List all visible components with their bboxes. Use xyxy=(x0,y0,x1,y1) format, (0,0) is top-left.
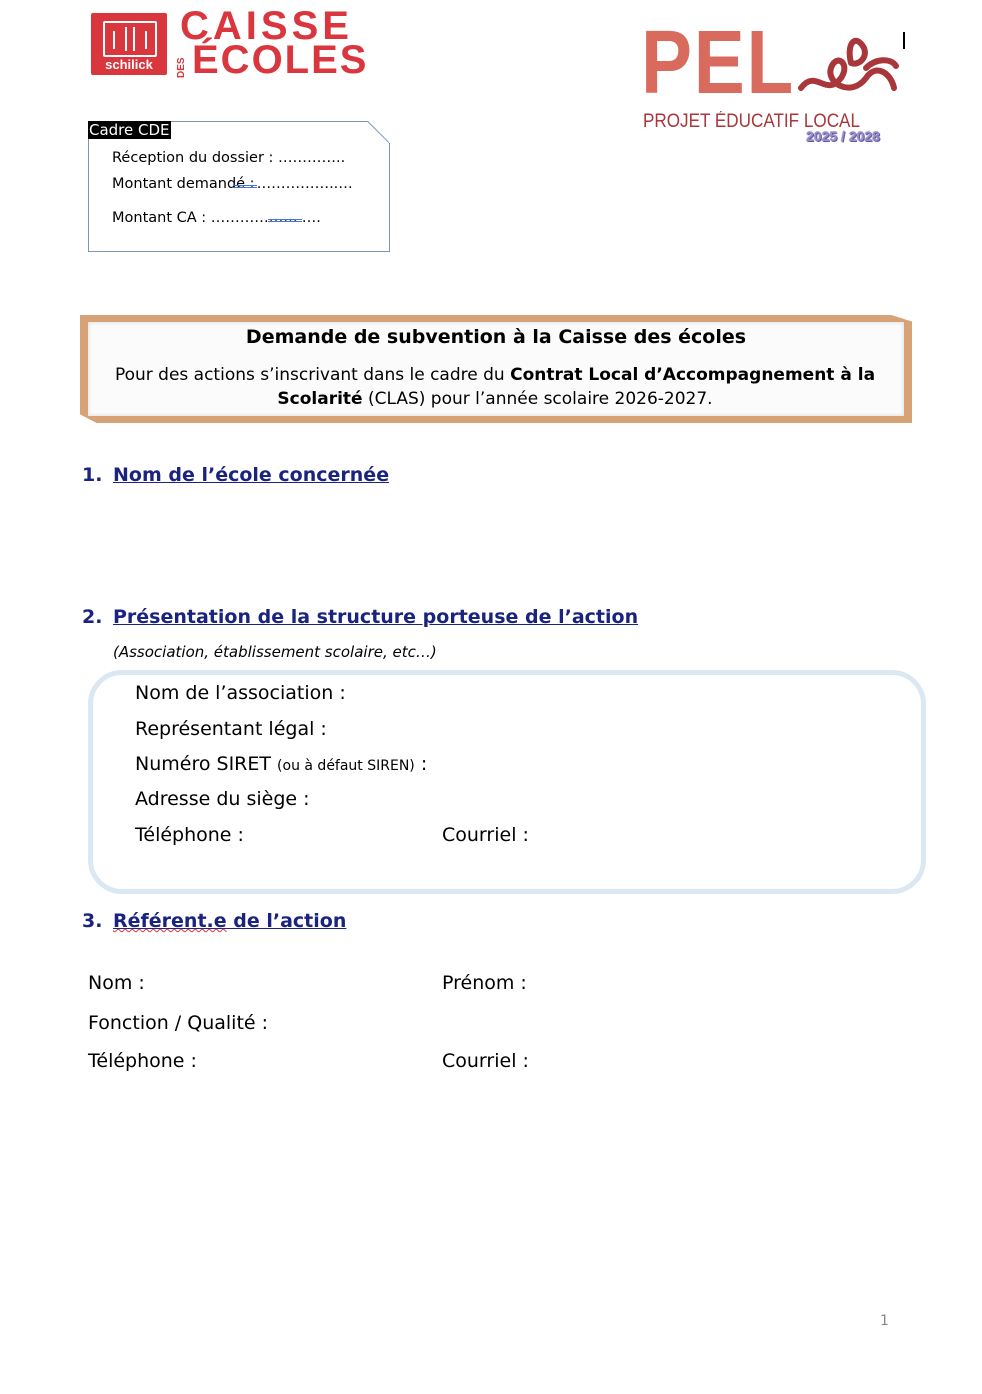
referent-phone-field[interactable]: Téléphone : xyxy=(88,1050,197,1072)
page-number: 1 xyxy=(880,1313,889,1329)
document-title: Demande de subvention à la Caisse des écoles xyxy=(245,326,747,348)
section-1-number: 1. xyxy=(82,464,103,486)
blue-underline-mark xyxy=(233,175,257,188)
montant-ca-label: Montant CA : ……………… xyxy=(112,210,298,226)
siret-note: (ou à défaut SIREN) xyxy=(277,758,415,774)
pel-logo-word: PEL xyxy=(641,13,795,113)
association-phone-field[interactable]: Téléphone : xyxy=(135,824,244,846)
section-3-number: 3. xyxy=(82,910,103,932)
montant-ca-field[interactable] xyxy=(112,209,321,227)
logo-badge-text: schilick xyxy=(105,57,153,72)
association-email-field[interactable]: Courriel : xyxy=(442,824,529,846)
reception-dossier-field[interactable]: Réception du dossier : ………….. xyxy=(112,150,346,166)
siret-label: Numéro SIRET xyxy=(135,753,271,775)
subtitle-prefix: Pour des actions s’inscrivant dans le cadre du xyxy=(114,365,511,385)
corner-fold xyxy=(368,121,390,143)
cadre-cde-label: Cadre CDE xyxy=(89,121,170,139)
referent-last-name-field[interactable]: Nom : xyxy=(88,972,145,994)
section-2-number: 2. xyxy=(82,606,103,628)
text-cursor xyxy=(903,32,905,49)
section-3-title xyxy=(113,909,346,933)
legal-representative-field[interactable]: Représentant légal : xyxy=(135,718,327,740)
subtitle-suffix: (CLAS) pour l’année scolaire 2026-2027. xyxy=(362,389,713,409)
siret-field[interactable] xyxy=(135,752,427,778)
section-1-title: Nom de l’école concernée xyxy=(113,464,390,486)
referent-email-field[interactable]: Courriel : xyxy=(442,1050,529,1072)
section-2-hint: (Association, établissement scolaire, etc…) xyxy=(113,643,437,661)
section-3-title-rest: de l’action xyxy=(226,910,347,932)
section-2-title: Présentation de la structure porteuse de l’action xyxy=(113,606,639,628)
logo-ecoles-word: ÉCOLES xyxy=(192,38,369,82)
pel-logo-subtitle: PROJET ÉDUCATIF LOCAL xyxy=(643,111,860,132)
montant-demande-field[interactable] xyxy=(112,175,353,193)
subtitle-contract: Contrat Local d’Accompagnement à la Scolarité xyxy=(277,365,876,409)
logo-caisse-word: CAISSE xyxy=(180,4,353,48)
section-3-title-spell: Référent.e xyxy=(113,910,227,932)
document-subtitle xyxy=(105,363,885,411)
pel-logo-years: 2025 / 2028 xyxy=(806,128,880,144)
referent-first-name-field[interactable]: Prénom : xyxy=(442,972,527,994)
siret-colon: : xyxy=(414,753,428,775)
montant-ca-dots: …. xyxy=(301,210,321,226)
pel-leaf-icon xyxy=(796,28,901,108)
caisse-des-ecoles-logo xyxy=(91,13,167,75)
association-name-field[interactable]: Nom de l’association : xyxy=(135,682,346,704)
montant-demande-dots: ……………..… xyxy=(256,176,353,192)
referent-function-field[interactable]: Fonction / Qualité : xyxy=(88,1012,269,1034)
montant-demande-label: Montant demandé : xyxy=(112,176,255,192)
logo-des-word: DES xyxy=(176,57,187,78)
blue-underline-mark xyxy=(268,209,302,222)
head-office-address-field[interactable]: Adresse du siège : xyxy=(135,788,310,810)
building-icon xyxy=(103,21,157,57)
